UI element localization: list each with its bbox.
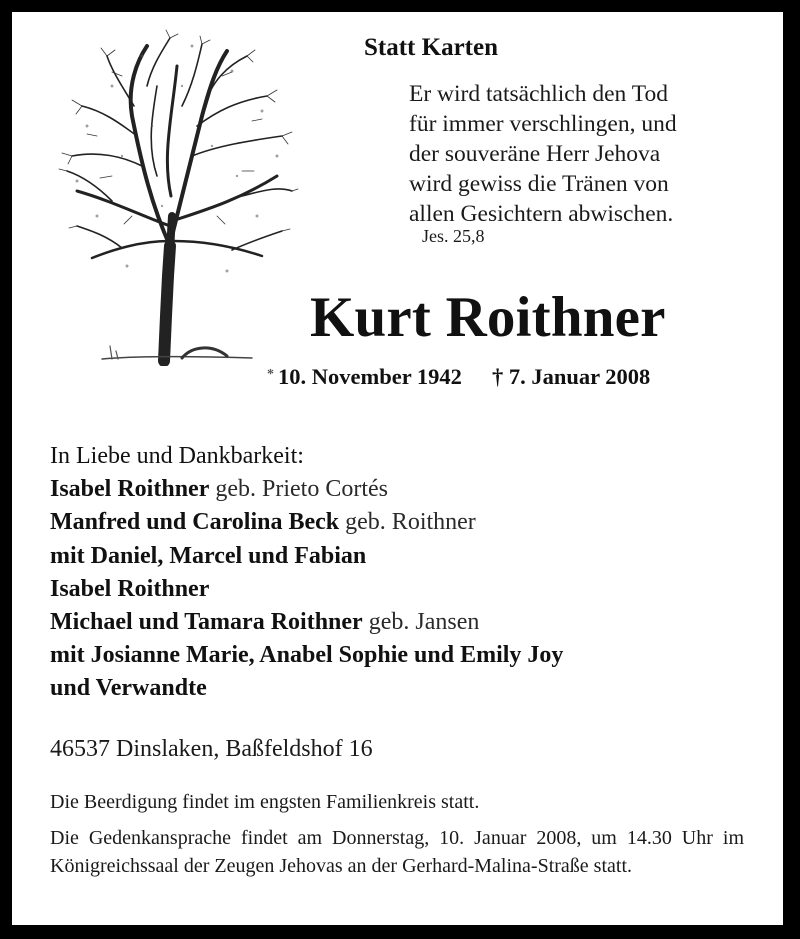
family-entry-maiden: geb. Prieto Cortés: [209, 476, 388, 503]
family-entry-name: Isabel Roithner: [50, 476, 210, 503]
quote-line: der souveräne Herr Jehova: [409, 141, 661, 167]
family-entry-name: Manfred und Carolina Beck: [50, 509, 340, 536]
deceased-name: Kurt Roithner: [310, 286, 666, 349]
family-entry-maiden: geb. Roithner: [339, 509, 476, 536]
family-entry-name: mit Daniel, Marcel und Fabian: [50, 542, 367, 569]
family-entry: [50, 506, 563, 539]
life-dates: [267, 364, 650, 390]
birth-star-icon: *: [267, 367, 274, 382]
funeral-note: Die Beerdigung findet im engsten Familienkreis statt.: [50, 791, 480, 813]
obituary-card: [12, 12, 783, 925]
family-list: [50, 440, 563, 706]
bible-quote: [409, 79, 677, 229]
memorial-note: Die Gedenkansprache findet am Donnerstag, 10. Januar 2008, um 14.30 Uhr im Königreichssaal der Zeugen Jehovas an der Gerhard-Malina-Straße statt.: [50, 827, 744, 877]
service-notes: [50, 788, 744, 888]
family-entry: [50, 540, 563, 573]
death-cross-icon: †: [491, 364, 504, 389]
quote-line: Er wird tatsächlich den Tod: [409, 81, 668, 107]
quote-line: allen Gesichtern abwischen.: [409, 201, 674, 227]
quote-reference: Jes. 25,8: [422, 226, 485, 246]
family-entry-name: Michael und Tamara Roithner: [50, 609, 363, 636]
family-entry: [50, 473, 563, 506]
family-entry-maiden: geb. Jansen: [362, 609, 480, 636]
family-address: 46537 Dinslaken, Baßfeldshof 16: [50, 736, 373, 762]
quote-line: für immer verschlingen, und: [409, 111, 677, 137]
family-entry: [50, 639, 563, 672]
quote-line: wird gewiss die Tränen von: [409, 171, 669, 197]
family-intro: In Liebe und Dankbarkeit:: [50, 443, 304, 469]
statt-karten-label: Statt Karten: [364, 34, 498, 61]
family-entry: [50, 573, 563, 606]
family-entry-name: und Verwandte: [50, 675, 207, 702]
family-entry-name: Isabel Roithner: [50, 575, 210, 602]
family-entry: [50, 672, 563, 705]
tree-illustration-icon: [52, 26, 300, 366]
birth-date: 10. November 1942: [278, 364, 462, 389]
family-entry: [50, 606, 563, 639]
death-date: 7. Januar 2008: [508, 364, 651, 389]
family-entry-name: mit Josianne Marie, Anabel Sophie und Emily Joy: [50, 642, 564, 669]
